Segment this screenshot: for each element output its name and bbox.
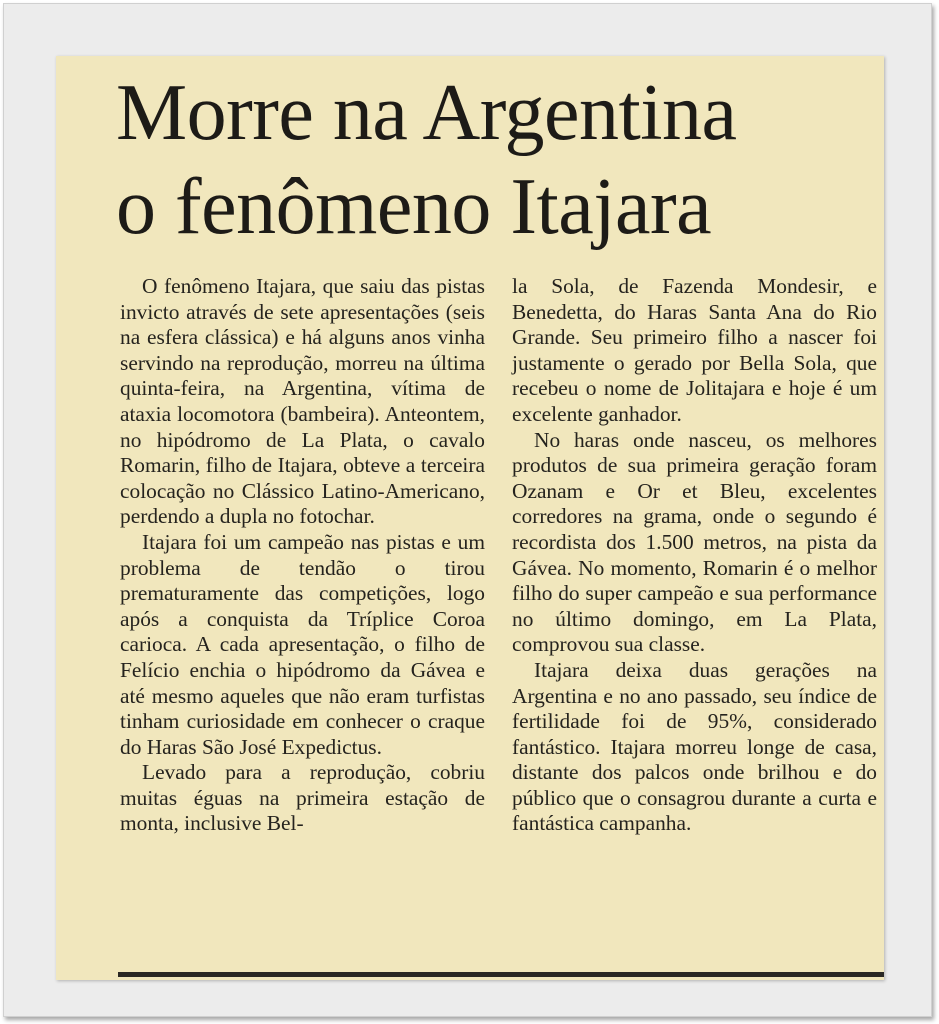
headline-line-2: o fenômeno Itajara [116, 163, 712, 251]
article-column-left [120, 274, 485, 837]
newspaper-clipping [56, 56, 884, 980]
paragraph: Itajara foi um campeão nas pistas e um problema de tendão o tirou prematuramente das competições, logo após a conquista da Tríplice Coroa carioca. A cada apresentação, o filho de Felício enchia o hipódromo da Gávea e até mesmo aqueles que não eram turfistas tinham curiosidade em conhecer o craque do Haras São José Expedictus. [120, 529, 485, 759]
paragraph: Levado para a reprodução, cobriu muitas éguas na primeira estação de monta, inclusive Bel- [120, 760, 485, 836]
paragraph: No haras onde nasceu, os melhores produtos de sua primeira geração foram Ozanam e Or et Bleu, excelentes corredores na grama, onde o segundo é recordista dos 1.500 metros, na pista da Gávea. No momento, Romarin é o melhor filho do super campeão e sua performance no último domingo, em La Plata, comprovou sua classe. [512, 427, 877, 657]
paragraph: Itajara deixa duas gerações na Argentina e no ano passado, seu índice de fertilidade foi de 95%, considerado fantástico. Itajara morreu longe de casa, distante dos palcos onde brilhou e do público que o consagrou durante a curta e fantástica campanha. [512, 657, 877, 836]
paragraph: O fenômeno Itajara, que saiu das pistas invicto através de sete apresentações (seis na esfera clássica) e há alguns anos vinha servindo na reprodução, morreu na última quinta-feira, na Argentina, vítima de ataxia locomotora (bambeira). Anteontem, no hipódromo de La Plata, o cavalo Romarin, filho de Itajara, obteve a terceira colocação no Clássico Latino-Americano, perdendo a dupla no fotochar. [120, 274, 485, 529]
headline-line-1: Morre na Argentina [116, 69, 737, 157]
bottom-rule [118, 972, 884, 977]
headline [116, 66, 876, 254]
paragraph: la Sola, de Fazenda Mondesir, e Benedetta, do Haras Santa Ana do Rio Grande. Seu primeiro filho a nascer foi justamente o gerado por Bella Sola, que recebeu o nome de Jolitajara e hoje é um excelente ganhador. [512, 274, 877, 426]
article-column-right [512, 274, 877, 837]
